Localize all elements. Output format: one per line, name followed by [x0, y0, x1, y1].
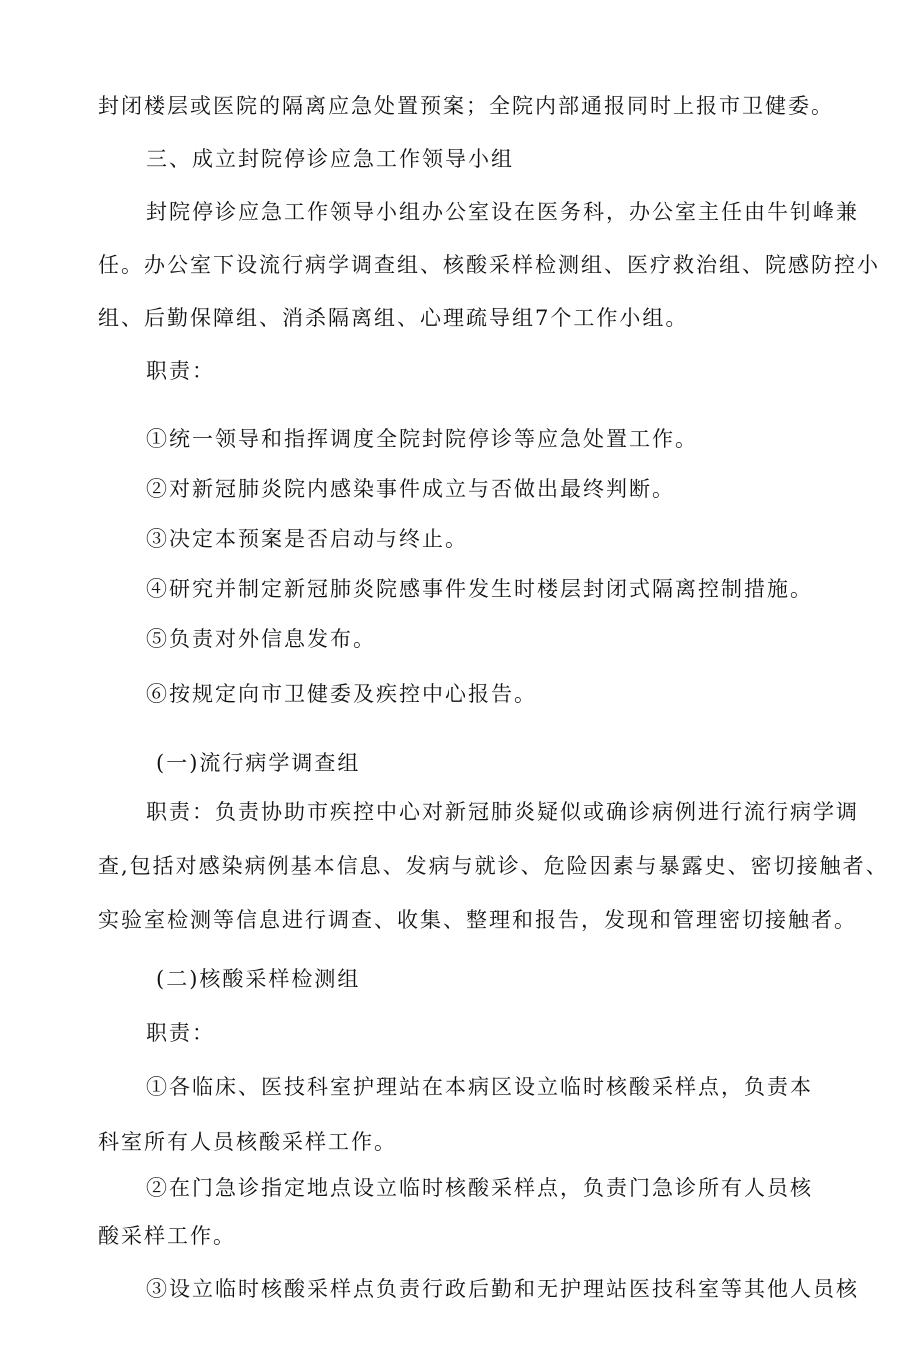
body-text-line: 组、后勤保障组、消杀隔离组、心理疏导组7个工作小组。: [98, 306, 689, 330]
body-text-line: 实验室检测等信息进行调查、收集、整理和报告，发现和管理密切接触者。: [98, 908, 857, 932]
body-text-line: 封院停诊应急工作领导小组办公室设在医务科，办公室主任由牛钊峰兼: [146, 200, 859, 224]
subsection-heading: (二)核酸采样检测组: [156, 967, 361, 991]
list-item: ①各临床、医技科室护理站在本病区设立临时核酸采样点，负责本: [146, 1075, 813, 1099]
list-item: ③设立临时核酸采样点负责行政后勤和无护理站医技科室等其他人员核: [146, 1277, 859, 1301]
duties-label: 职责：: [146, 359, 215, 383]
list-item: ③决定本预案是否启动与终止。: [146, 527, 468, 551]
subsection-heading: (一)流行病学调查组: [156, 751, 361, 775]
list-item: ④研究并制定新冠肺炎院感事件发生时楼层封闭式隔离控制措施。: [146, 577, 813, 601]
body-text-line: 封闭楼层或医院的隔离应急处置预案；全院内部通报同时上报市卫健委。: [98, 94, 834, 118]
body-text-line: 科室所有人员核酸采样工作。: [98, 1130, 397, 1154]
body-text-line: 任。办公室下设流行病学调查组、核酸采样检测组、医疗救治组、院感防控小: [98, 253, 880, 277]
duties-label: 职责：: [146, 1021, 215, 1045]
list-item: ①统一领导和指挥调度全院封院停诊等应急处置工作。: [146, 427, 698, 451]
list-item: ②在门急诊指定地点设立临时核酸采样点，负责门急诊所有人员核: [146, 1176, 813, 1200]
body-text-line: 职责：负责协助市疾控中心对新冠肺炎疑似或确诊病例进行流行病学调: [146, 800, 859, 824]
section-heading: 三、成立封院停诊应急工作领导小组: [146, 147, 514, 171]
list-item: ⑤负责对外信息发布。: [146, 627, 376, 651]
list-item: ⑥按规定向市卫健委及疾控中心报告。: [146, 682, 537, 706]
body-text-line: 酸采样工作。: [98, 1224, 236, 1248]
list-item: ②对新冠肺炎院内感染事件成立与否做出最终判断。: [146, 477, 675, 501]
body-text-line: 查,包括对感染病例基本信息、发病与就诊、危险因素与暴露史、密切接触者、: [98, 854, 889, 878]
